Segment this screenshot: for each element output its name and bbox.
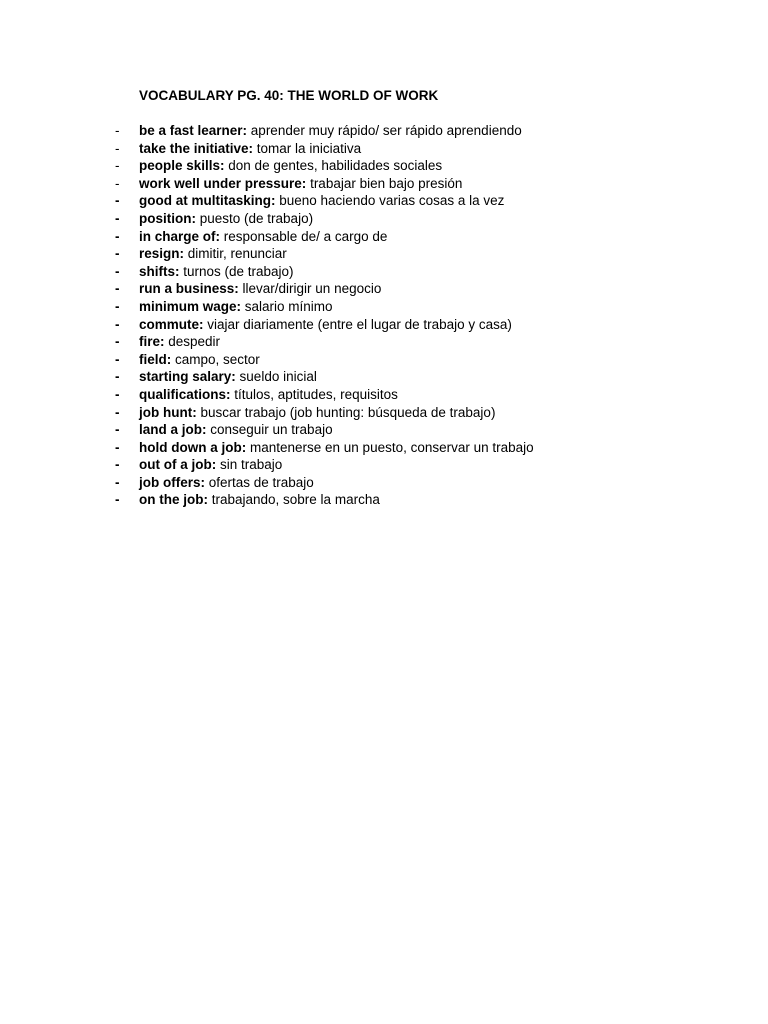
vocab-entry: [139, 491, 380, 509]
vocab-term: take the initiative:: [139, 140, 254, 156]
bullet-dash: -: [115, 386, 120, 402]
bullet-dash: -: [115, 439, 120, 455]
bullet-dash: -: [115, 492, 120, 508]
bullet-dash: -: [115, 404, 120, 420]
vocab-definition: viajar diariamente (entre el lugar de trabajo y casa): [203, 316, 512, 332]
vocab-term: good at multitasking:: [139, 193, 276, 209]
vocab-definition: sin trabajo: [216, 457, 283, 473]
bullet-dash: -: [115, 158, 120, 174]
vocab-entry: [139, 228, 387, 246]
vocab-term: run a business:: [139, 281, 239, 297]
vocab-definition: campo, sector: [171, 351, 260, 367]
vocab-definition: aprender muy rápido/ ser rápido aprendiendo: [247, 123, 522, 138]
bullet-dash: -: [115, 210, 120, 226]
vocab-entry: [139, 245, 287, 263]
vocab-definition: responsable de/ a cargo de: [220, 228, 388, 244]
bullet-dash: -: [115, 369, 120, 385]
vocab-definition: llevar/dirigir un negocio: [238, 281, 382, 297]
vocab-term: starting salary:: [139, 369, 236, 385]
vocab-term: be a fast learner:: [139, 123, 248, 138]
vocab-entry: [139, 122, 522, 140]
bullet-dash: -: [115, 246, 120, 262]
vocab-definition: trabajar bien bajo presión: [306, 175, 463, 191]
bullet-dash: -: [115, 228, 120, 244]
vocab-definition: bueno haciendo varias cosas a la vez: [275, 193, 505, 209]
bullet-dash: -: [115, 140, 120, 156]
bullet-dash: -: [115, 474, 120, 490]
vocab-entry: [139, 157, 442, 175]
document-title: VOCABULARY PG. 40: THE WORLD OF WORK: [139, 88, 439, 103]
vocab-entry: [139, 333, 220, 351]
vocab-definition: títulos, aptitudes, requisitos: [230, 386, 398, 402]
vocab-entry: [139, 351, 260, 369]
vocab-term: land a job:: [139, 422, 207, 438]
bullet-dash: -: [115, 123, 120, 138]
vocab-entry: [139, 298, 333, 316]
vocab-entry: [139, 386, 398, 404]
vocab-entry: [139, 263, 294, 281]
vocab-definition: don de gentes, habilidades sociales: [224, 158, 443, 174]
bullet-dash: -: [115, 316, 120, 332]
vocab-term: out of a job:: [139, 457, 217, 473]
vocab-term: field:: [139, 351, 172, 367]
bullet-dash: -: [115, 281, 120, 297]
vocab-definition: puesto (de trabajo): [196, 210, 314, 226]
vocab-term: qualifications:: [139, 386, 231, 402]
vocab-term: commute:: [139, 316, 204, 332]
bullet-dash: -: [115, 422, 120, 438]
vocab-entry: [139, 140, 361, 158]
vocab-entry: [139, 316, 512, 334]
vocab-definition: ofertas de trabajo: [205, 474, 314, 490]
vocab-entry: [139, 439, 534, 457]
vocab-entry: [139, 404, 495, 422]
vocab-term: minimum wage:: [139, 298, 242, 314]
vocab-entry: [139, 280, 381, 298]
vocab-definition: despedir: [164, 334, 221, 350]
vocab-entry: [139, 421, 333, 439]
vocab-term: fire:: [139, 334, 165, 350]
vocab-definition: tomar la iniciativa: [253, 140, 362, 156]
vocab-definition: buscar trabajo (job hunting: búsqueda de trabajo): [196, 404, 496, 420]
bullet-dash: -: [115, 457, 120, 473]
bullet-dash: -: [115, 334, 120, 350]
vocab-term: resign:: [139, 246, 185, 262]
bullet-dash: -: [115, 193, 120, 209]
bullet-dash: -: [115, 175, 120, 191]
vocab-entry: [139, 368, 317, 386]
vocab-term: job offers:: [139, 474, 205, 490]
vocab-definition: sueldo inicial: [235, 369, 317, 385]
vocab-definition: mantenerse en un puesto, conservar un trabajo: [246, 439, 534, 455]
vocab-entry: [139, 192, 504, 210]
vocab-definition: trabajando, sobre la marcha: [207, 492, 380, 508]
vocab-definition: conseguir un trabajo: [206, 422, 333, 438]
vocab-term: in charge of:: [139, 228, 221, 244]
vocab-term: shifts:: [139, 263, 180, 279]
vocab-definition: turnos (de trabajo): [179, 263, 294, 279]
vocab-term: on the job:: [139, 492, 208, 508]
vocab-term: job hunt:: [139, 404, 197, 420]
vocab-term: hold down a job:: [139, 439, 247, 455]
vocab-term: position:: [139, 210, 196, 226]
vocab-definition: salario mínimo: [241, 298, 333, 314]
vocab-definition: dimitir, renunciar: [184, 246, 287, 262]
vocab-term: people skills:: [139, 158, 225, 174]
vocab-term: work well under pressure:: [139, 175, 307, 191]
vocab-entry: [139, 175, 462, 193]
vocab-entry: [139, 456, 282, 474]
bullet-dash: -: [115, 298, 120, 314]
bullet-dash: -: [115, 351, 120, 367]
bullet-dash: -: [115, 263, 120, 279]
vocab-entry: [139, 474, 314, 492]
vocab-entry: [139, 210, 313, 228]
